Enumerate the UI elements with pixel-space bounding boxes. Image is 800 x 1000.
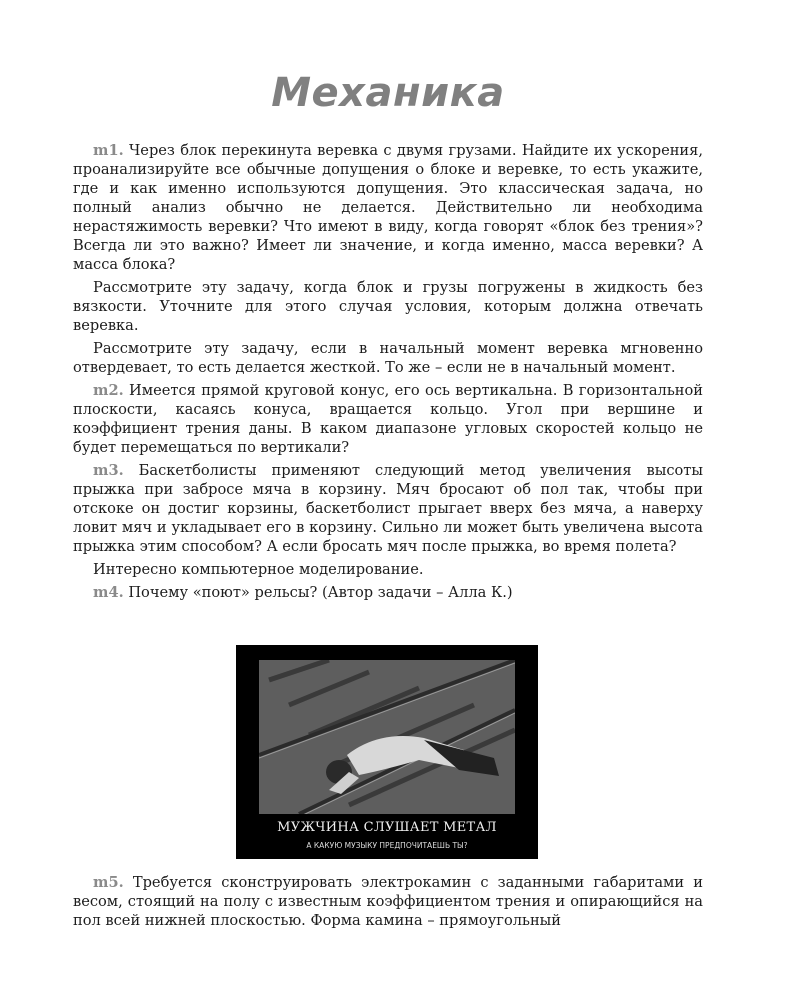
problem-number: m3. xyxy=(93,462,124,479)
problem-number: m4. xyxy=(93,584,124,601)
problem-number: m1. xyxy=(93,142,124,159)
problem-text: Требуется сконструировать электрокамин с заданными габаритами и весом, стоящий на полу с известным коэффициентом трения и опирающийся на пол всей нижней плоскостью. Форма камина – прямоугольный xyxy=(73,874,703,929)
rail-listening-photo xyxy=(259,660,515,814)
problem-text: Имеется прямой круговой конус, его ось вертикальна. В горизонтальной плоскости, касаясь конуса, вращается кольцо. Угол при вершине и коэффициент трения даны. В каком диапазоне угловых скоростей кольцо не будет перемещаться по вертикали? xyxy=(73,382,704,456)
problems-block-bottom xyxy=(73,873,703,934)
problem-m3-paragraph-2: Интересно компьютерное моделирование. xyxy=(93,561,424,578)
problem-number: m2. xyxy=(93,382,124,399)
page-title: Механика xyxy=(271,70,505,116)
poster-caption: МУЖЧИНА СЛУШАЕТ МЕТАЛ xyxy=(277,820,497,835)
problems-block-top xyxy=(73,141,703,606)
problem-m4 xyxy=(73,583,703,602)
problem-m1 xyxy=(73,141,703,274)
problem-text: Баскетболисты применяют следующий метод увеличения высоты прыжка при забросе мяча в корзину. Мяч бросают об пол так, чтобы при отскоке он достиг корзины, баскетболист прыгает вверх без мяча, а наверху ловит мяч и укладывает его в корзину. Сильно ли может быть увеличена высота прыжка этим способом? А если бросать мяч после прыжка, во время полета? xyxy=(73,462,703,555)
poster-subcaption: А КАКУЮ МУЗЫКУ ПРЕДПОЧИТАЕШЬ ТЫ? xyxy=(306,841,468,850)
problem-m2 xyxy=(73,381,703,457)
problem-text: Через блок перекинута веревка с двумя грузами. Найдите их ускорения, проанализируйте все обычные допущения о блоке и веревке, то есть укажите, где и как именно используются допущения. Это классическая задача, но полный анализ обычно не делается. Действительно ли необходима нерастяжимость веревки? Что имеют в виду, когда говорят «блок без трения»? Всегда ли это важно? Имеет ли значение, и когда именно, масса веревки? А масса блока? xyxy=(73,142,703,273)
problem-number: m5. xyxy=(93,874,124,891)
problem-m1-paragraph-2: Рассмотрите эту задачу, когда блок и грузы погружены в жидкость без вязкости. Уточните для этого случая условия, которым должна отвечать веревка. xyxy=(73,279,703,334)
problem-text: Почему «поют» рельсы? (Автор задачи – Алла К.) xyxy=(128,584,513,601)
demotivator-poster xyxy=(236,645,538,859)
problem-m1-paragraph-3: Рассмотрите эту задачу, если в начальный момент веревка мгновенно отвердевает, то есть делается жесткой. То же – если не в начальный момент. xyxy=(73,340,703,376)
problem-m5 xyxy=(73,873,703,930)
problem-m3 xyxy=(73,461,703,556)
